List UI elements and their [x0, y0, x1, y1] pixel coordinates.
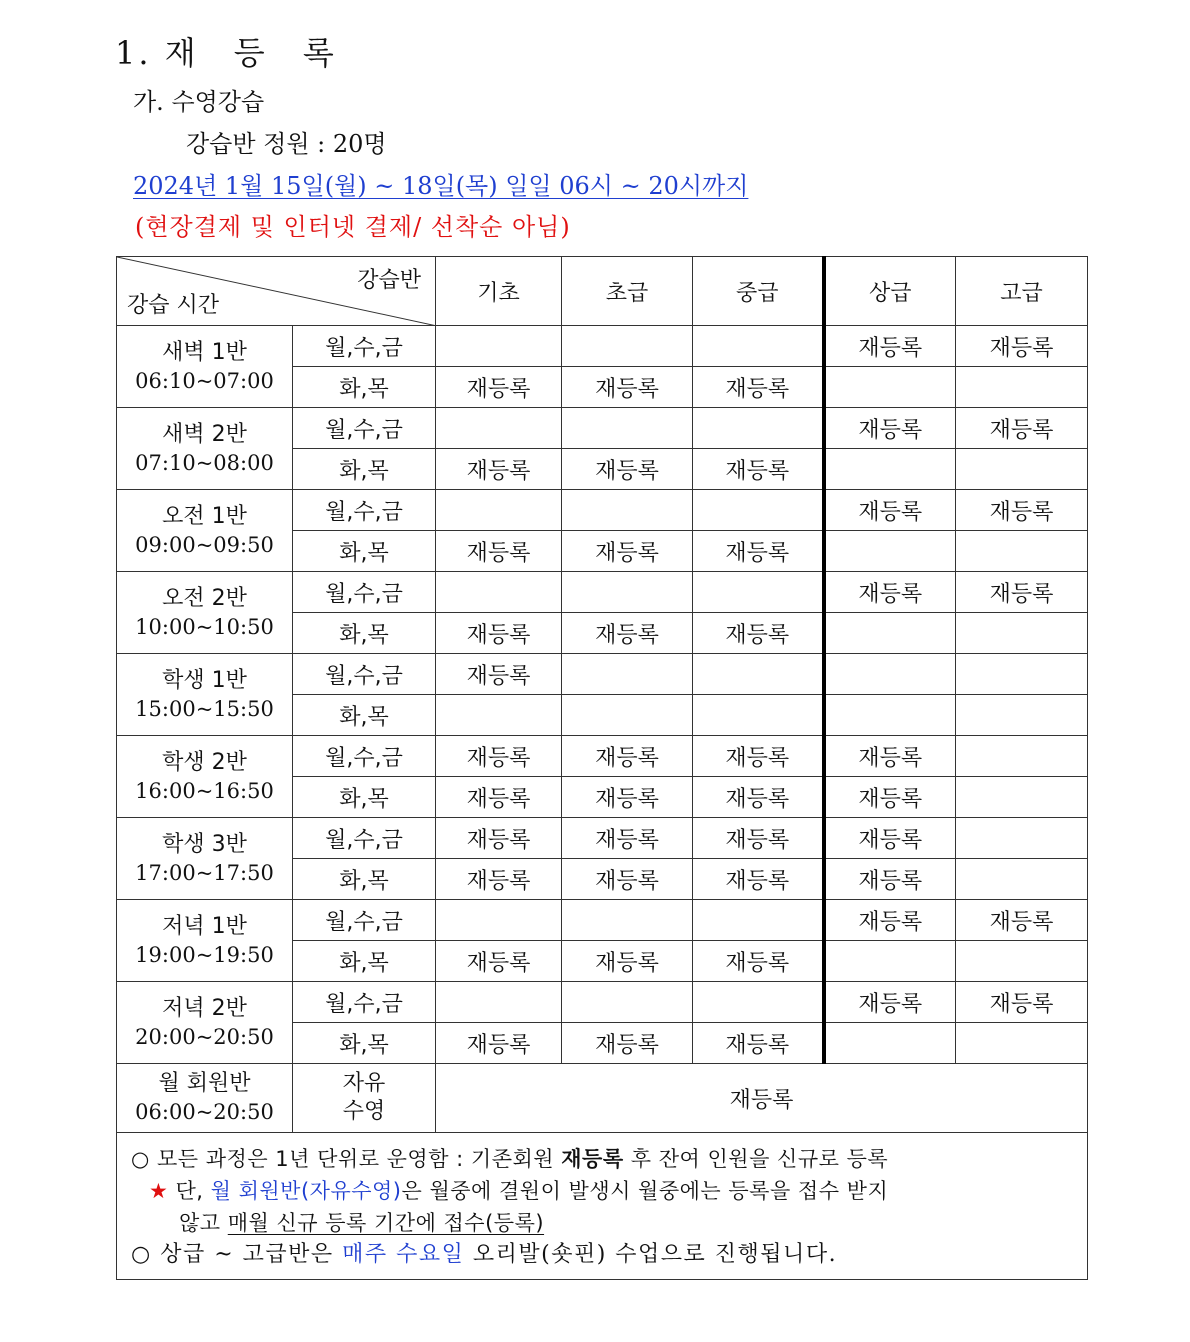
- days-cell: 월,수,금: [293, 490, 436, 531]
- status-cell: 재등록: [562, 736, 693, 777]
- section-title: 재 등 록: [164, 34, 348, 72]
- status-cell: [824, 654, 956, 695]
- class-time: 16:00~16:50: [135, 778, 274, 803]
- monthly-status-cell: 재등록: [436, 1064, 1088, 1133]
- class-slot-cell: [117, 900, 293, 982]
- note-text: 후 잔여 인원을 신규로 등록: [623, 1147, 889, 1171]
- section-heading: [115, 28, 348, 74]
- status-cell: [824, 449, 956, 490]
- status-cell: [824, 941, 956, 982]
- note-text: 상급 ~ 고급반은: [151, 1242, 343, 1267]
- status-cell: 재등록: [562, 613, 693, 654]
- class-name: 새벽 2반: [162, 421, 247, 447]
- days-cell: 화,목: [293, 449, 436, 490]
- schedule-row: [117, 982, 1088, 1023]
- header-row: [117, 257, 1088, 326]
- subsection-heading: 가. 수영강습: [133, 88, 265, 116]
- status-cell: 재등록: [693, 449, 824, 490]
- note-line-3: [131, 1207, 1073, 1239]
- status-cell: 재등록: [693, 367, 824, 408]
- status-cell: [693, 654, 824, 695]
- status-cell: [956, 367, 1088, 408]
- status-cell: [436, 326, 562, 367]
- status-cell: 재등록: [956, 408, 1088, 449]
- status-cell: 재등록: [824, 818, 956, 859]
- note-text: 모든 과정은 1년 단위로 운영함 : 기존회원: [157, 1147, 562, 1171]
- status-cell: [436, 982, 562, 1023]
- days-cell: 월,수,금: [293, 654, 436, 695]
- note-line-1: [131, 1143, 1073, 1175]
- status-cell: 재등록: [956, 572, 1088, 613]
- class-time: 19:00~19:50: [135, 942, 274, 967]
- monthly-slot-cell: [117, 1064, 293, 1133]
- days-cell: 화,목: [293, 613, 436, 654]
- level-header-basic: 기초: [436, 257, 562, 326]
- status-cell: 재등록: [824, 982, 956, 1023]
- note-highlight: 매주 수요일: [342, 1242, 465, 1267]
- status-cell: [956, 941, 1088, 982]
- status-cell: 재등록: [436, 818, 562, 859]
- notes-row: [117, 1133, 1088, 1280]
- status-cell: [824, 531, 956, 572]
- status-cell: [693, 572, 824, 613]
- schedule-row: [117, 736, 1088, 777]
- status-cell: [824, 1023, 956, 1064]
- status-cell: [693, 900, 824, 941]
- status-cell: 재등록: [956, 982, 1088, 1023]
- status-cell: 재등록: [824, 326, 956, 367]
- status-cell: 재등록: [562, 367, 693, 408]
- note-text: 오리발(숏핀) 수업으로 진행됩니다.: [464, 1242, 838, 1267]
- status-cell: 재등록: [693, 859, 824, 900]
- status-cell: 재등록: [562, 449, 693, 490]
- status-cell: [956, 654, 1088, 695]
- note-text: 은 월중에 결원이 발생시 월중에는 등록을 접수 받지: [401, 1179, 889, 1203]
- class-name: 학생 2반: [162, 749, 247, 775]
- status-cell: 재등록: [436, 736, 562, 777]
- status-cell: 재등록: [693, 818, 824, 859]
- schedule-row: [117, 408, 1088, 449]
- status-cell: 재등록: [693, 941, 824, 982]
- status-cell: 재등록: [562, 818, 693, 859]
- status-cell: 재등록: [956, 900, 1088, 941]
- class-name: 저녁 2반: [162, 995, 247, 1021]
- status-cell: [956, 449, 1088, 490]
- monthly-days-line1: 자유: [342, 1071, 386, 1096]
- status-cell: [956, 736, 1088, 777]
- class-time: 10:00~10:50: [135, 614, 274, 639]
- status-cell: [693, 490, 824, 531]
- note-underline: 매월 신규 등록 기간에 접수(등록): [227, 1211, 545, 1235]
- note-text: 단,: [168, 1179, 211, 1203]
- status-cell: 재등록: [824, 859, 956, 900]
- level-header-upper: 상급: [824, 257, 956, 326]
- star-icon: ★: [149, 1179, 169, 1203]
- status-cell: [956, 1023, 1088, 1064]
- status-cell: [436, 900, 562, 941]
- class-time: 17:00~17:50: [135, 860, 274, 885]
- class-slot-cell: [117, 736, 293, 818]
- days-cell: 월,수,금: [293, 900, 436, 941]
- status-cell: [562, 326, 693, 367]
- status-cell: 재등록: [693, 531, 824, 572]
- status-cell: [436, 490, 562, 531]
- monthly-days-line2: 수영: [342, 1099, 386, 1124]
- status-cell: 재등록: [436, 449, 562, 490]
- class-name: 학생 3반: [162, 831, 247, 857]
- status-cell: 재등록: [824, 572, 956, 613]
- status-cell: 재등록: [562, 777, 693, 818]
- status-cell: [824, 613, 956, 654]
- status-cell: 재등록: [824, 777, 956, 818]
- status-cell: [824, 367, 956, 408]
- status-cell: 재등록: [436, 1023, 562, 1064]
- class-slot-cell: [117, 654, 293, 736]
- status-cell: 재등록: [693, 1023, 824, 1064]
- schedule-row: [117, 818, 1088, 859]
- days-cell: 월,수,금: [293, 736, 436, 777]
- status-cell: 재등록: [824, 490, 956, 531]
- status-cell: 재등록: [436, 777, 562, 818]
- status-cell: 재등록: [436, 613, 562, 654]
- status-cell: [562, 900, 693, 941]
- days-cell: 월,수,금: [293, 818, 436, 859]
- class-capacity: 강습반 정원 : 20명: [186, 130, 387, 158]
- status-cell: 재등록: [562, 859, 693, 900]
- status-cell: [693, 695, 824, 736]
- status-cell: [956, 818, 1088, 859]
- class-time: 09:00~09:50: [135, 532, 274, 557]
- status-cell: [562, 408, 693, 449]
- days-cell: 월,수,금: [293, 572, 436, 613]
- status-cell: 재등록: [824, 900, 956, 941]
- class-name: 오전 1반: [162, 503, 247, 529]
- status-cell: 재등록: [956, 490, 1088, 531]
- class-time: 07:10~08:00: [135, 450, 274, 475]
- corner-header-cell: [117, 257, 436, 326]
- days-cell: 월,수,금: [293, 982, 436, 1023]
- status-cell: [956, 695, 1088, 736]
- status-cell: [956, 859, 1088, 900]
- schedule-row: [117, 900, 1088, 941]
- class-name: 오전 2반: [162, 585, 247, 611]
- corner-label-class: 강습반: [357, 268, 421, 293]
- status-cell: [562, 572, 693, 613]
- class-slot-cell: [117, 982, 293, 1064]
- status-cell: 재등록: [824, 736, 956, 777]
- status-cell: [436, 572, 562, 613]
- corner-label-time: 강습 시간: [127, 293, 220, 318]
- note-highlight: 월 회원반(자유수영): [210, 1179, 402, 1203]
- schedule-row: [117, 326, 1088, 367]
- status-cell: 재등록: [562, 941, 693, 982]
- status-cell: [956, 777, 1088, 818]
- class-time: 15:00~15:50: [135, 696, 274, 721]
- class-slot-cell: [117, 490, 293, 572]
- class-slot-cell: [117, 572, 293, 654]
- schedule-row: [117, 490, 1088, 531]
- status-cell: 재등록: [693, 736, 824, 777]
- notes-cell: [117, 1133, 1088, 1280]
- monthly-member-row: [117, 1064, 1088, 1133]
- class-name: 학생 1반: [162, 667, 247, 693]
- class-name: 저녁 1반: [162, 913, 247, 939]
- status-cell: 재등록: [436, 654, 562, 695]
- note-line-4: [131, 1239, 1073, 1271]
- monthly-days-cell: [293, 1064, 436, 1133]
- status-cell: 재등록: [436, 367, 562, 408]
- class-time: 06:10~07:00: [135, 368, 274, 393]
- bullet-icon: ○: [131, 1147, 150, 1171]
- status-cell: [693, 982, 824, 1023]
- schedule-row: [117, 654, 1088, 695]
- status-cell: [956, 613, 1088, 654]
- days-cell: 화,목: [293, 941, 436, 982]
- class-slot-cell: [117, 326, 293, 408]
- status-cell: 재등록: [956, 326, 1088, 367]
- status-cell: [824, 695, 956, 736]
- status-cell: 재등록: [824, 408, 956, 449]
- note-text: 않고: [179, 1211, 228, 1235]
- days-cell: 월,수,금: [293, 408, 436, 449]
- level-header-beginner: 초급: [562, 257, 693, 326]
- status-cell: [693, 408, 824, 449]
- class-slot-cell: [117, 818, 293, 900]
- status-cell: [956, 531, 1088, 572]
- status-cell: 재등록: [693, 777, 824, 818]
- days-cell: 화,목: [293, 1023, 436, 1064]
- status-cell: [436, 695, 562, 736]
- status-cell: [693, 326, 824, 367]
- note-line-2: [131, 1175, 1073, 1207]
- schedule-table: [116, 256, 1088, 1280]
- status-cell: 재등록: [562, 1023, 693, 1064]
- level-header-advanced: 고급: [956, 257, 1088, 326]
- status-cell: 재등록: [436, 941, 562, 982]
- days-cell: 화,목: [293, 367, 436, 408]
- status-cell: [562, 490, 693, 531]
- status-cell: [436, 408, 562, 449]
- status-cell: 재등록: [693, 613, 824, 654]
- status-cell: 재등록: [436, 859, 562, 900]
- schedule-row: [117, 572, 1088, 613]
- class-slot-cell: [117, 408, 293, 490]
- status-cell: 재등록: [436, 531, 562, 572]
- days-cell: 화,목: [293, 777, 436, 818]
- status-cell: 재등록: [562, 531, 693, 572]
- payment-note: (현장결제 및 인터넷 결제/ 선착순 아님): [135, 213, 571, 241]
- monthly-class-time: 06:00~20:50: [135, 1100, 274, 1124]
- class-name: 새벽 1반: [162, 339, 247, 365]
- status-cell: [562, 695, 693, 736]
- section-number: 1.: [115, 34, 152, 72]
- days-cell: 화,목: [293, 859, 436, 900]
- status-cell: [562, 982, 693, 1023]
- days-cell: 화,목: [293, 531, 436, 572]
- days-cell: 월,수,금: [293, 326, 436, 367]
- class-time: 20:00~20:50: [135, 1024, 274, 1049]
- level-header-intermediate: 중급: [693, 257, 824, 326]
- note-emphasis: 재등록: [561, 1147, 624, 1171]
- days-cell: 화,목: [293, 695, 436, 736]
- bullet-icon: ○: [131, 1242, 152, 1267]
- monthly-class-name: 월 회원반: [158, 1071, 251, 1096]
- status-cell: [562, 654, 693, 695]
- registration-period: 2024년 1월 15일(월) ~ 18일(목) 일일 06시 ~ 20시까지: [133, 172, 749, 200]
